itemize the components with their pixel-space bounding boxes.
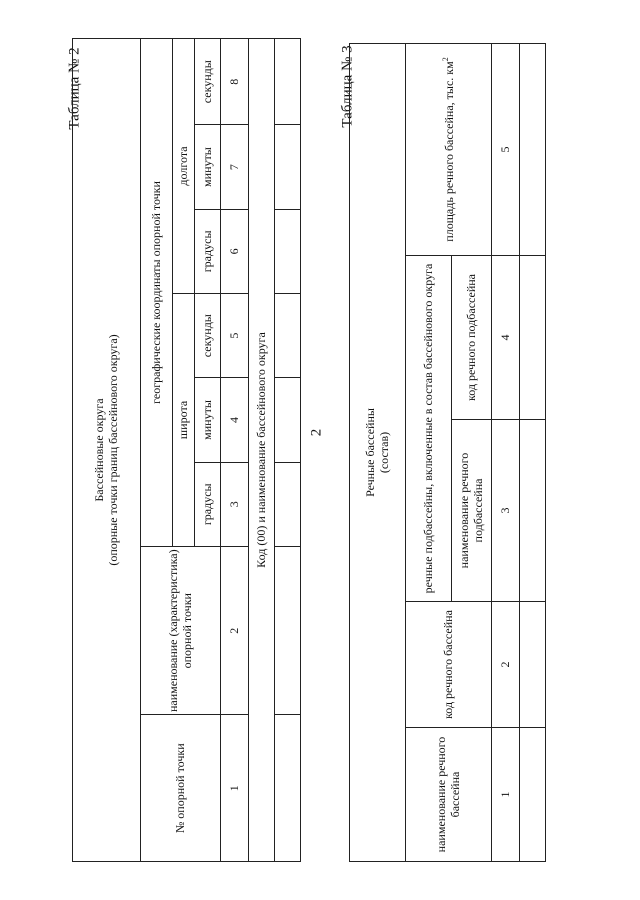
- col-num: 1: [492, 728, 520, 862]
- col-num: 4: [492, 256, 520, 420]
- col-num: 2: [492, 602, 520, 728]
- table-row: [520, 43, 546, 861]
- col-lat: широта: [173, 294, 195, 547]
- table2-title-line1: Бассейновые округа: [91, 398, 106, 502]
- table-row: [275, 39, 301, 862]
- table-cell: [520, 602, 546, 728]
- table3-title-line1: Речные бассейны: [362, 408, 377, 497]
- table2: [72, 38, 301, 862]
- table-cell: [275, 209, 301, 293]
- col-num: 5: [492, 43, 520, 255]
- col-sub-code: код речного подбассейна: [452, 256, 492, 420]
- table2-code-row: Код (00) и наименование бассейнового округа: [249, 39, 275, 862]
- page-number: 2: [308, 428, 325, 437]
- table-cell: [520, 43, 546, 255]
- table-cell: [275, 39, 301, 125]
- table-cell: [275, 546, 301, 715]
- col-lat-degrees: градусы: [195, 462, 221, 546]
- col-num: 5: [221, 294, 249, 378]
- col-lon-seconds: секунды: [195, 39, 221, 125]
- col-point-no: № опорной точки: [141, 715, 221, 862]
- col-lon-minutes: минуты: [195, 125, 221, 209]
- table2-title: [73, 39, 141, 862]
- table2-title-line2: (опорные точки границ бассейнового округа): [105, 334, 120, 566]
- table-cell: [275, 125, 301, 209]
- table2-number-row: [221, 39, 249, 862]
- table-cell: [520, 420, 546, 602]
- col-num: 3: [492, 420, 520, 602]
- table2-caption: Таблица № 2: [66, 47, 83, 130]
- table3-title-line2: (состав): [376, 431, 391, 474]
- col-num: 4: [221, 378, 249, 462]
- table-cell: [275, 378, 301, 462]
- table-cell: [275, 294, 301, 378]
- table3-number-row: [492, 43, 520, 861]
- col-num: 8: [221, 39, 249, 125]
- col-lon: долгота: [173, 39, 195, 294]
- col-num: 1: [221, 715, 249, 862]
- col-basin-code: код речного бассейна: [406, 602, 492, 728]
- col-area-label: площадь речного бассейна, тыс. км: [441, 61, 456, 242]
- col-basin-name: наименование речного бассейна: [406, 728, 492, 862]
- table-cell: [520, 728, 546, 862]
- col-point-name: наименование (характеристика) опорной точки: [141, 546, 221, 715]
- col-area: [406, 43, 492, 255]
- table3: [349, 43, 546, 862]
- table-cell: [520, 256, 546, 420]
- col-subbasins: речные подбассейны, включенные в состав бассейнового округа: [406, 256, 452, 602]
- col-geo: географические координаты опорной точки: [141, 39, 173, 547]
- col-num: 7: [221, 125, 249, 209]
- col-num: 6: [221, 209, 249, 293]
- col-lon-degrees: градусы: [195, 209, 221, 293]
- col-lat-minutes: минуты: [195, 378, 221, 462]
- col-num: 2: [221, 546, 249, 715]
- col-num: 3: [221, 462, 249, 546]
- table3-caption: Таблица № 3: [339, 45, 356, 128]
- col-sub-name: наименование речного подбассейна: [452, 420, 492, 602]
- table3-title: [350, 43, 406, 861]
- col-lat-seconds: секунды: [195, 294, 221, 378]
- col-area-sup: 2: [440, 57, 450, 62]
- table-cell: [275, 462, 301, 546]
- table-cell: [275, 715, 301, 862]
